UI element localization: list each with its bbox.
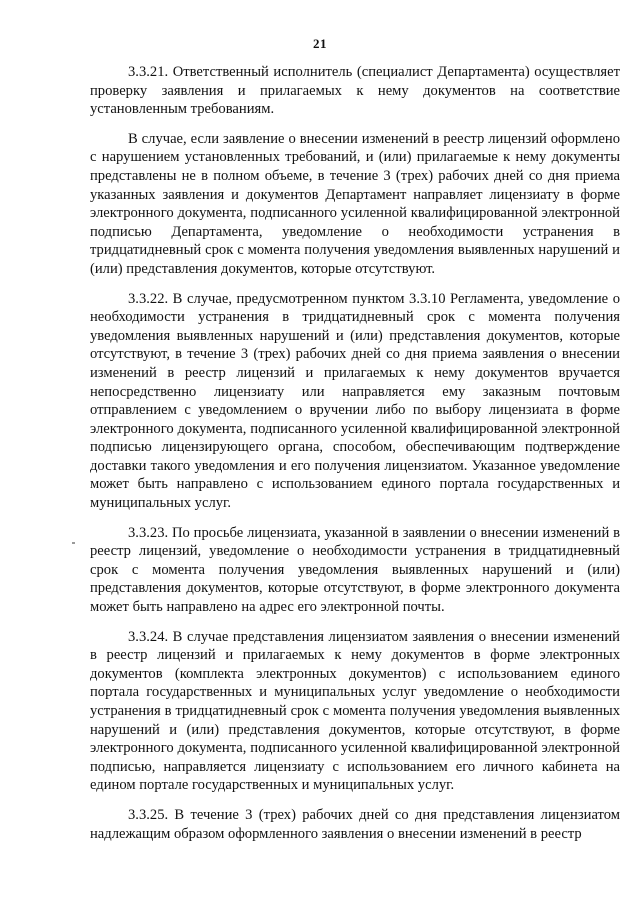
document-body	[90, 63, 620, 854]
page-number: 21	[313, 36, 327, 51]
paragraph-3-3-21-notice: В случае, если заявление о внесении изменений в реестр лицензий оформлено с нарушением установленных требований, и (или) прилагаемые к нему документы представлены не в полном объеме, в течение 3 (трех) рабочих дней со дня приема указанных заявления и документов Департамент направляет лицензиату в форме электронного документа, подписанного усиленной квалифицированной электронной подписью Департамента, уведомление о необходимости устранения в тридцатидневный срок с момента получения уведомления выявленных нарушений и (или) представления документов, которые отсутствуют.	[90, 130, 620, 277]
margin-mark	[72, 542, 75, 544]
paragraph-3-3-23: 3.3.23. По просьбе лицензиата, указанной в заявлении о внесении изменений в реестр лицензий, уведомление о необходимости устранения в тридцатидневный срок с момента получения уведомления выявленных нарушений и (или) представления документов, которые отсутствуют, в форме электронного документа может быть направлено на адрес его электронной почты.	[90, 524, 620, 616]
paragraph-3-3-21: 3.3.21. Ответственный исполнитель (специалист Департамента) осуществляет проверку заявления и прилагаемых к нему документов на соответствие установленным требованиям.	[90, 64, 620, 118]
paragraph-3-3-22: 3.3.22. В случае, предусмотренном пунктом 3.3.10 Регламента, уведомление о необходимости устранения в тридцатидневный срок с момента получения уведомления выявленных нарушений и (или) представления документов, которые отсутствуют, в течение 3 (трех) рабочих дней со дня приема заявления о внесении изменений в реестр лицензий и прилагаемых к нему документов вручается непосредственно лицензиату или направляется ему заказным почтовым отправлением с уведомлением о вручении либо по выбору лицензиата в форме электронного документа, подписанного усиленной квалифицированной электронной подписью лицензирующего органа, способом, обеспечивающим подтверждение доставки такого уведомления и его получения лицензиатом. Указанное уведомление может быть направлено с использованием единого портала государственных и муниципальных услуг.	[90, 290, 620, 512]
paragraph-3-3-25: 3.3.25. В течение 3 (трех) рабочих дней со дня представления лицензиатом надлежащим образом оформленного заявления о внесении изменений в реестр	[90, 806, 620, 842]
paragraph-3-3-24: 3.3.24. В случае представления лицензиатом заявления о внесении изменений в реестр лицензий и прилагаемых к нему документов в форме электронных документов (комплекта электронных документов) с использованием единого портала государственных и муниципальных услуг уведомление о необходимости устранения в тридцатидневный срок с момента получения уведомления выявленных нарушений и (или) представления документов, которые отсутствуют, в форме электронного документа, подписанного усиленной квалифицированной электронной подписью, направляется лицензиату с использованием его личного кабинета на едином портале государственных и муниципальных услуг.	[90, 628, 620, 794]
